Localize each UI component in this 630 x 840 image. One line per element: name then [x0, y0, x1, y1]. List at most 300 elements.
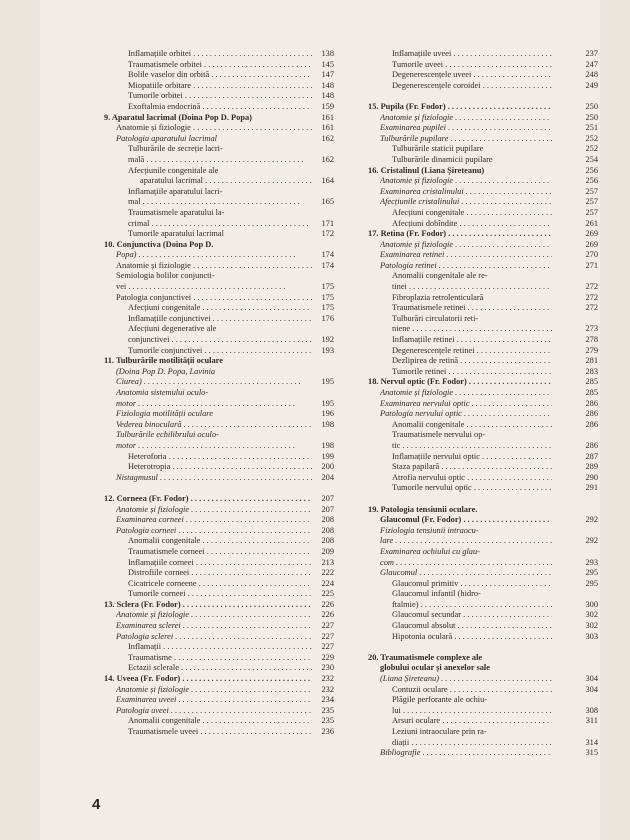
- toc-entry: [104, 113, 334, 124]
- toc-entry-page: 213: [321, 557, 334, 567]
- toc-entry-page: 315: [585, 748, 598, 758]
- toc-entry: [368, 49, 598, 60]
- toc-entry-title: Popa) . . .: [116, 250, 312, 261]
- toc-entry-page: 271: [585, 260, 598, 270]
- toc-entry-page: 287: [585, 451, 598, 461]
- toc-entry-title: Arsuri oculare . . .: [392, 716, 552, 727]
- toc-entry: [104, 409, 334, 420]
- toc-entry-page: 193: [321, 345, 334, 355]
- toc-entry-title: Degenerescențele uveei . . .: [392, 70, 552, 81]
- toc-entry: [104, 197, 334, 208]
- toc-entry-title: Anomalii congenitale . . .: [128, 536, 312, 547]
- toc-entry: [104, 452, 334, 463]
- toc-entry-page: 314: [585, 737, 598, 747]
- toc-entry-page: 290: [585, 472, 598, 482]
- toc-entry-title: Anatomie și fiziologie . . .: [116, 505, 312, 516]
- toc-entry-title: mală . . .: [128, 155, 312, 166]
- toc-entry-title: Exoftalmia endocrină . . .: [128, 102, 312, 113]
- toc-entry: [368, 452, 598, 463]
- toc-entry-page: 278: [585, 335, 598, 345]
- toc-entry: [368, 738, 598, 749]
- toc-entry: [104, 60, 334, 71]
- toc-entry-title: 11. Tulburările motilității oculare: [104, 356, 223, 366]
- toc-entry-page: 302: [585, 610, 598, 620]
- toc-entry-page: 261: [585, 218, 598, 228]
- toc-entry: [104, 505, 334, 516]
- toc-entry-title: tinei . . .: [392, 282, 552, 293]
- toc-entry-page: 159: [321, 101, 334, 111]
- toc-entry-page: 237: [585, 49, 598, 58]
- toc-entry: [368, 187, 598, 198]
- toc-entry-page: 257: [585, 207, 598, 217]
- toc-entry: [104, 293, 334, 304]
- toc-entry: [104, 579, 334, 590]
- toc-entry-title: Degenerescențele retinei . . .: [392, 346, 552, 357]
- toc-entry-page: 195: [321, 377, 334, 387]
- toc-entry-title: Vederea binoculară . . .: [116, 420, 312, 431]
- toc-entry-title: Tumorile uveei . . .: [392, 60, 552, 71]
- toc-entry: [368, 483, 598, 494]
- toc-entry-title: Inflamațiile conjunctivei . . .: [128, 314, 312, 325]
- toc-entry-title: Inflamațiile retinei . . .: [392, 335, 552, 346]
- toc-entry: [368, 240, 598, 251]
- toc-entry-page: 304: [585, 674, 598, 684]
- toc-entry-page: 292: [585, 536, 598, 546]
- toc-entry: [368, 706, 598, 717]
- toc-entry: [104, 558, 334, 569]
- toc-entry-title: Patologia retinei . . .: [380, 261, 552, 272]
- toc-entry: [104, 250, 334, 261]
- toc-entry-title: Bibliografie . . .: [380, 748, 552, 759]
- toc-entry-page: 162: [321, 133, 334, 143]
- toc-entry: [368, 579, 598, 590]
- toc-entry: [104, 91, 334, 102]
- toc-entry-title: niene . . .: [392, 324, 552, 335]
- toc-entry: [104, 208, 334, 219]
- toc-entry: [368, 335, 598, 346]
- toc-entry-page: 272: [585, 292, 598, 302]
- toc-entry-page: 227: [321, 621, 334, 631]
- toc-entry: [104, 674, 334, 685]
- toc-entry: [368, 441, 598, 452]
- toc-entry: [104, 441, 334, 452]
- toc-entry: [104, 335, 334, 346]
- toc-entry-page: 207: [321, 504, 334, 514]
- toc-entry-title: Examinarea sclerei . . .: [116, 621, 312, 632]
- toc-entry-title: Anatomie și fiziologie . . .: [116, 261, 312, 272]
- toc-entry: [368, 324, 598, 335]
- toc-entry-title: Tumorile retinei . . .: [392, 367, 552, 378]
- toc-entry-title: 9. Aparatul lacrimal (Doina Pop D. Popa): [104, 112, 252, 122]
- toc-entry-page: 279: [585, 345, 598, 355]
- toc-entry-page: 227: [321, 642, 334, 652]
- toc-entry: [368, 166, 598, 177]
- toc-entry: [368, 727, 598, 738]
- toc-entry-title: Traumatismele aparatului la-: [128, 207, 225, 217]
- toc-entry: [368, 293, 598, 304]
- toc-entry-page: 165: [321, 197, 334, 207]
- toc-entry-page: 302: [585, 621, 598, 631]
- toc-entry: [368, 685, 598, 696]
- toc-entry-title: Contuzii oculare . . .: [392, 685, 552, 696]
- toc-entry: [104, 642, 334, 653]
- toc-left-column: [104, 49, 334, 738]
- toc-entry: [368, 144, 598, 155]
- toc-entry-title: Traumatismele nervului op-: [392, 430, 486, 440]
- toc-entry: [368, 589, 598, 600]
- toc-entry-title: Tumorile conjunctivei . . .: [128, 346, 312, 357]
- toc-entry-title: com . . .: [380, 558, 552, 569]
- toc-entry-page: 224: [321, 578, 334, 588]
- toc-entry: [104, 515, 334, 526]
- toc-entry-page: 291: [585, 483, 598, 493]
- toc-entry: [368, 208, 598, 219]
- toc-entry-page: 286: [585, 398, 598, 408]
- toc-entry-title: globului ocular și anexelor sale: [380, 663, 490, 673]
- toc-entry: [104, 483, 334, 494]
- toc-entry-title: vei . . .: [116, 282, 312, 293]
- toc-entry-page: 303: [585, 631, 598, 641]
- toc-entry: [104, 134, 334, 145]
- toc-entry-page: 207: [321, 493, 334, 503]
- toc-entry-page: 304: [585, 684, 598, 694]
- toc-entry-title: (Liana Șireteanu) . . .: [380, 674, 552, 685]
- toc-entry-title: 10. Conjunctiva (Doina Pop D.: [104, 239, 214, 249]
- toc-entry-title: Anatomia sistemului oculo-: [116, 388, 209, 397]
- toc-entry-page: 234: [321, 695, 334, 705]
- toc-entry-title: Cicatricele corneene . . .: [128, 579, 312, 590]
- toc-entry: [104, 377, 334, 388]
- toc-entry-page: 230: [321, 663, 334, 673]
- toc-entry-title: 19. Patologia tensiunii oculare.: [368, 504, 478, 514]
- toc-entry-title: conjunctivei . . .: [128, 335, 312, 346]
- toc-entry-title: 15. Pupila (Fr. Fodor) . . .: [368, 102, 552, 113]
- toc-entry: [104, 102, 334, 113]
- toc-entry: [368, 176, 598, 187]
- toc-entry: [368, 81, 598, 92]
- toc-entry-page: 257: [585, 197, 598, 207]
- toc-entry-page: 256: [585, 176, 598, 186]
- page-number: 4: [92, 796, 101, 813]
- toc-entry: [368, 663, 598, 674]
- toc-entry: [104, 430, 334, 441]
- toc-entry: [368, 91, 598, 102]
- toc-entry-title: Patologia nervului optic . . .: [380, 409, 552, 420]
- toc-entry-title: Afecțiunile congenitale ale: [128, 165, 219, 175]
- toc-entry-page: 256: [585, 165, 598, 175]
- toc-entry-page: 257: [585, 186, 598, 196]
- toc-entry-page: 171: [321, 218, 334, 228]
- toc-entry-page: 176: [321, 313, 334, 323]
- toc-entry-title: Semiologia bolilor conjuncti-: [116, 271, 215, 281]
- toc-entry-title: 14. Uveea (Fr. Fodor) . . .: [104, 674, 312, 685]
- toc-entry-page: 161: [321, 123, 334, 133]
- toc-entry-page: 225: [321, 589, 334, 599]
- toc-entry-title: Anomalii congenitale . . .: [128, 716, 312, 727]
- toc-entry: [368, 462, 598, 473]
- toc-entry: [368, 430, 598, 441]
- toc-entry-page: 172: [321, 229, 334, 239]
- toc-entry: [104, 632, 334, 643]
- toc-entry: [368, 102, 598, 113]
- toc-entry-page: 281: [585, 356, 598, 366]
- toc-entry: [104, 695, 334, 706]
- toc-entry-title: Anatomie și fiziologie . . .: [380, 176, 552, 187]
- toc-entry: [104, 399, 334, 410]
- toc-entry-title: crimal . . .: [128, 219, 312, 230]
- toc-entry: [368, 600, 598, 611]
- toc-entry-title: motor . . .: [116, 441, 312, 452]
- toc-entry: [104, 49, 334, 60]
- toc-entry: [368, 558, 598, 569]
- toc-entry-page: 208: [321, 536, 334, 546]
- toc-entry: [368, 494, 598, 505]
- toc-entry-title: Tumorile corneei . . .: [128, 589, 312, 600]
- toc-entry-title: Afecțiunile cristalinului . . .: [380, 197, 552, 208]
- toc-entry: [368, 420, 598, 431]
- toc-entry-title: lui . . .: [392, 706, 552, 717]
- toc-entry: [368, 155, 598, 166]
- toc-entry: [368, 621, 598, 632]
- toc-entry-title: Inflamațiile uveei . . .: [392, 49, 552, 60]
- toc-entry: [104, 356, 334, 367]
- toc-entry-title: Tulburările staticii pupilare: [392, 144, 484, 154]
- toc-entry: [104, 547, 334, 558]
- toc-entry-page: 148: [321, 80, 334, 90]
- toc-entry-page: 251: [585, 123, 598, 133]
- toc-entry-page: 222: [321, 568, 334, 578]
- toc-entry-page: 138: [321, 49, 334, 58]
- toc-entry-title: Tumorile nervului optic . . .: [392, 483, 552, 494]
- toc-entry-page: 295: [585, 568, 598, 578]
- toc-entry-page: 175: [321, 292, 334, 302]
- toc-entry: [368, 356, 598, 367]
- toc-entry: [368, 377, 598, 388]
- toc-entry-title: Traumatismele uveei . . .: [128, 727, 312, 738]
- toc-entry-title: Inflamațiile nervului optic . . .: [392, 452, 552, 463]
- toc-entry-page: 175: [321, 282, 334, 292]
- toc-entry: [104, 473, 334, 484]
- toc-entry: [104, 166, 334, 177]
- toc-entry-page: 226: [321, 610, 334, 620]
- toc-entry-page: 145: [321, 59, 334, 69]
- toc-entry: [368, 134, 598, 145]
- toc-entry: [368, 653, 598, 664]
- toc-entry: [104, 568, 334, 579]
- toc-entry: [104, 663, 334, 674]
- toc-entry-title: Traumatismele retinei . . .: [392, 303, 552, 314]
- toc-entry: [104, 526, 334, 537]
- toc-entry-title: Traumatismele corneei . . .: [128, 547, 312, 558]
- toc-entry-page: 199: [321, 451, 334, 461]
- toc-entry-title: Inflamațiile orbitei . . .: [128, 49, 312, 60]
- toc-entry-title: Distrofiile corneei . . .: [128, 568, 312, 579]
- toc-entry-title: Examinarea corneei . . .: [116, 515, 312, 526]
- toc-entry-page: 235: [321, 716, 334, 726]
- toc-entry-page: 232: [321, 684, 334, 694]
- toc-entry-title: Tulburările de secreție lacri-: [128, 144, 223, 154]
- toc-entry-title: Anomalii congenitale ale re-: [392, 271, 488, 281]
- toc-entry-title: diații . . .: [392, 738, 552, 749]
- toc-entry: [104, 494, 334, 505]
- toc-entry: [104, 685, 334, 696]
- toc-entry-title: Leziuni intraoculare prin ra-: [392, 727, 487, 736]
- toc-entry-page: 250: [585, 101, 598, 111]
- toc-entry-page: 286: [585, 409, 598, 419]
- toc-entry: [104, 282, 334, 293]
- toc-entry-page: 250: [585, 112, 598, 122]
- toc-entry-title: Examinarea pupilei . . .: [380, 123, 552, 134]
- toc-entry: [104, 70, 334, 81]
- toc-entry-page: 208: [321, 525, 334, 535]
- toc-entry-page: 204: [321, 472, 334, 482]
- toc-entry: [368, 388, 598, 399]
- toc-entry-title: Hipotonia oculară . . .: [392, 632, 552, 643]
- toc-entry-page: 174: [321, 250, 334, 260]
- toc-entry-title: Examinarea ochiului cu glau-: [380, 546, 480, 556]
- toc-entry-title: motor . . .: [116, 399, 312, 410]
- toc-entry-page: 273: [585, 324, 598, 334]
- toc-entry: [104, 240, 334, 251]
- toc-entry: [104, 346, 334, 357]
- toc-entry: [368, 748, 598, 759]
- toc-entry-page: 226: [321, 599, 334, 609]
- toc-entry: [104, 219, 334, 230]
- toc-entry-page: 286: [585, 419, 598, 429]
- toc-entry: [368, 632, 598, 643]
- toc-entry-page: 192: [321, 335, 334, 345]
- toc-entry: [368, 547, 598, 558]
- toc-entry: [104, 462, 334, 473]
- toc-entry-title: Examinarea cristalinului . . .: [380, 187, 552, 198]
- toc-entry-page: 198: [321, 440, 334, 450]
- toc-entry-title: Inflamațiile aparatului lacri-: [128, 186, 223, 196]
- toc-entry-page: 293: [585, 557, 598, 567]
- toc-entry-page: 311: [585, 716, 598, 726]
- toc-entry-page: 295: [585, 578, 598, 588]
- toc-entry-title: Heterotropia . . .: [128, 462, 312, 473]
- toc-entry-page: 283: [585, 366, 598, 376]
- toc-entry-page: 198: [321, 419, 334, 429]
- toc-entry-title: Afecțiuni degenerative ale: [128, 324, 217, 334]
- toc-entry: [368, 314, 598, 325]
- toc-entry-title: 20. Traumatismele complexe ale: [368, 652, 483, 662]
- toc-entry: [104, 314, 334, 325]
- toc-entry-title: Ectazii sclerale . . .: [128, 663, 312, 674]
- toc-entry: [368, 197, 598, 208]
- toc-entry-page: 247: [585, 59, 598, 69]
- toc-entry: [104, 324, 334, 335]
- toc-entry-title: Inflamațiile corneei . . .: [128, 558, 312, 569]
- toc-entry-title: Traumatismele orbitei . . .: [128, 60, 312, 71]
- toc-entry: [368, 642, 598, 653]
- toc-entry-title: (Doina Pop D. Popa, Lavinia: [116, 366, 216, 376]
- toc-entry: [104, 589, 334, 600]
- toc-entry-page: 164: [321, 176, 334, 186]
- toc-entry-page: 254: [585, 154, 598, 164]
- toc-entry-page: 174: [321, 260, 334, 270]
- toc-entry-page: 252: [585, 133, 598, 143]
- toc-entry: [368, 282, 598, 293]
- toc-entry-title: 13. Sclera (Fr. Fodor) . . .: [104, 600, 312, 611]
- toc-entry-page: 285: [585, 377, 598, 387]
- toc-entry-title: Nistagmusul . . .: [116, 473, 312, 484]
- toc-entry-title: Tulburările echilibrului oculo-: [116, 430, 219, 440]
- toc-entry-title: Anatomie și fiziologie . . .: [380, 240, 552, 251]
- toc-entry-title: Afecțiuni congenitale . . .: [392, 208, 552, 219]
- toc-entry-title: Atrofia nervului optic . . .: [392, 473, 552, 484]
- toc-entry: [368, 346, 598, 357]
- toc-entry-title: 17. Retina (Fr. Fodor) . . .: [368, 229, 552, 240]
- toc-entry: [368, 271, 598, 282]
- toc-entry: [104, 536, 334, 547]
- toc-entry-title: Heteroforia . . .: [128, 452, 312, 463]
- toc-entry: [368, 113, 598, 124]
- toc-entry-title: Bolile vaselor din orbită . . .: [128, 70, 312, 81]
- toc-entry-title: Afecțiuni congenitale . . .: [128, 303, 312, 314]
- toc-entry: [104, 600, 334, 611]
- toc-entry-title: ftalmie) . . .: [392, 600, 552, 611]
- toc-entry: [104, 229, 334, 240]
- toc-entry: [368, 409, 598, 420]
- toc-entry: [104, 155, 334, 166]
- toc-entry-title: Glaucomul primitiv . . .: [392, 579, 552, 590]
- toc-entry: [368, 473, 598, 484]
- toc-entry-title: Anatomie și fiziologie . . .: [116, 610, 312, 621]
- toc-entry: [104, 176, 334, 187]
- toc-entry: [104, 367, 334, 378]
- toc-entry-title: Traumatisme . . .: [128, 653, 312, 664]
- toc-entry: [104, 144, 334, 155]
- toc-entry-title: Glaucomul infantil (hidro-: [392, 589, 481, 599]
- toc-entry: [104, 653, 334, 664]
- toc-entry: [368, 60, 598, 71]
- toc-entry-title: Glaucomul secundar . . .: [392, 610, 552, 621]
- toc-entry-page: 272: [585, 282, 598, 292]
- toc-entry: [368, 515, 598, 526]
- toc-entry-title: Examinarea retinei . . .: [380, 250, 552, 261]
- toc-entry-title: Ciurea) . . .: [116, 377, 312, 388]
- toc-entry-title: Inflamații . . .: [128, 642, 312, 653]
- toc-entry-title: 12. Corneea (Fr. Fodor) . . .: [104, 494, 312, 505]
- toc-entry: [368, 367, 598, 378]
- toc-entry-title: Anatomie și fiziologie . . .: [116, 123, 312, 134]
- toc-entry-page: 148: [321, 91, 334, 101]
- toc-entry-title: Patologia uveei . . .: [116, 706, 312, 717]
- toc-entry-page: 286: [585, 440, 598, 450]
- toc-entry-page: 285: [585, 388, 598, 397]
- toc-entry-page: 269: [585, 239, 598, 249]
- toc-right-column: [368, 49, 598, 759]
- toc-entry-title: 16. Cristalinul (Liana Șireteanu): [368, 165, 485, 175]
- toc-entry-page: 272: [585, 303, 598, 313]
- toc-entry: [368, 70, 598, 81]
- toc-entry-page: 248: [585, 70, 598, 80]
- toc-entry: [368, 716, 598, 727]
- toc-entry-title: Tumorile orbitei . . .: [128, 91, 312, 102]
- toc-entry-title: 18. Nervul optic (Fr. Fodor) . . .: [368, 377, 552, 388]
- toc-entry: [104, 123, 334, 134]
- toc-entry-page: 236: [321, 727, 334, 736]
- toc-entry-page: 300: [585, 599, 598, 609]
- toc-entry-title: Patologia aparatului lacrimal: [116, 133, 217, 143]
- toc-entry-title: Anatomie și fiziologie . . .: [380, 113, 552, 124]
- toc-entry-page: 175: [321, 303, 334, 313]
- toc-entry-title: Anatomie și fiziologie . . .: [116, 685, 312, 696]
- toc-entry-page: 161: [321, 112, 334, 122]
- toc-entry: [368, 674, 598, 685]
- toc-entry: [368, 123, 598, 134]
